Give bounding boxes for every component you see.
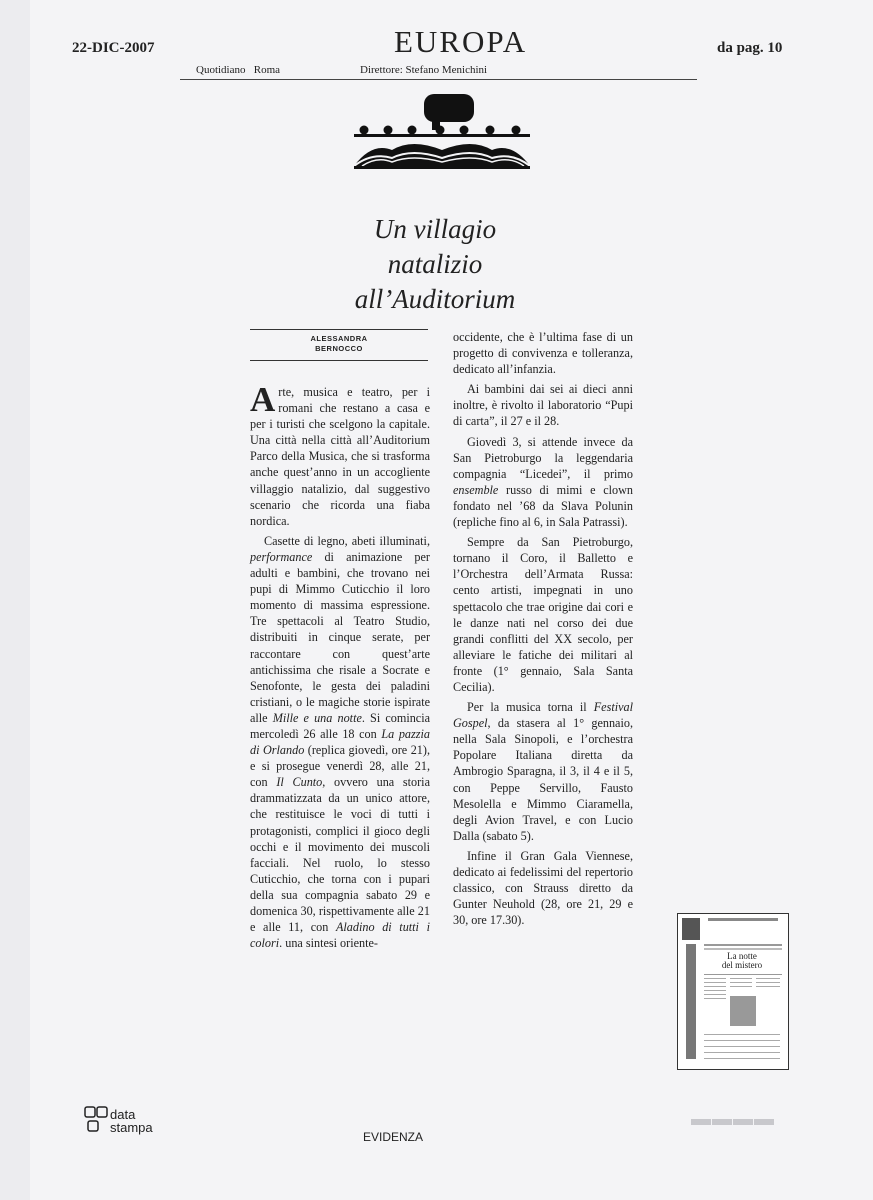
publication-type: Quotidiano bbox=[196, 64, 246, 76]
author-last-name: BERNOCCO bbox=[315, 344, 363, 353]
thumbnail-headline-line: del mistero bbox=[721, 960, 763, 970]
author-first-name: ALESSANDRA bbox=[310, 334, 368, 343]
page-reference: da pag. 10 bbox=[717, 40, 783, 56]
title-line: all’Auditorium bbox=[354, 284, 516, 314]
paragraph: Casette di legno, abeti illuminati, performance di animazione per adulti e bambini, che trovano nei pupi di Mimmo Cuticchio il loro momento di massima espressione. Tre spettacoli al Teatro Studio, distribuiti in cinque serate, per raccontare con quest’arte antichissima che risale a Socrate e Senofonte, le gesta dei paladini cristiani, o le magiche storie ispirate alle Mille e una notte. Si comincia mercoledì 26 alle 18 con La pazzia di Orlando (replica giovedì, ore 21), e si prosegue venerdì 28, alle 21, con Il Cunto, ovvero una storia drammatizzata da un unico attore, che restituisce le voci di tutti i protagonisti, complici il gioco degli occhi e il movimento dei muscoli facciali. Nel ruolo, lo stesso Cuticchio, che torna con i pupari della sua compagnia sabato 29 e domenica 30, rispettivamente alle 21 e alle 11, con Aladino di tutti i colori. una sintesi oriente- bbox=[250, 533, 430, 951]
faded-stamp-mark: ▬▬▬▬ bbox=[690, 1114, 774, 1136]
paragraph: Sempre da San Pietroburgo, tornano il Coro, il Balletto e l’Orchestra dell’Armata Russa: cento artisti, impegnati in uno spettacolo che trae origine dai cori e le danze nati nel corso dei due grandi conflitti del XX secolo, per alleviare le fatiche dei militari al fronte (1° gennaio, Sala Santa Cecilia). bbox=[453, 535, 633, 694]
paragraph: Ai bambini dai sei ai dieci anni inoltre, è rivolto il laboratorio “Pupi di carta”, il 27 e il 28. bbox=[453, 382, 633, 429]
director-name: Direttore: Stefano Menichini bbox=[360, 64, 488, 76]
datastampa-logo-icon bbox=[84, 1106, 110, 1136]
paragraph: Giovedì 3, si attende invece da San Pietroburgo la leggendaria compagnia “Licedei”, il primo ensemble russo di mimi e clown fondato nel ’68 da Slava Polunin (repliche fino al 6, in Sala Patrassi). bbox=[453, 434, 633, 530]
thumbnail-page-icon bbox=[678, 914, 788, 1069]
paragraph: Per la musica torna il Festival Gospel, da stasera al 1° gennaio, nella Sala Sinopoli, e l’orchestra Popolare Italiana diretta da Ambrogio Sparagna, il 3, il 4 e il 5, con Peppe Servillo, Fausto Mesolella e Mimmo Ciaramella, degli Avion Travel, e con Lucio Dalla (sabato 5). bbox=[453, 700, 633, 843]
thumbnail-headline-line: La notte bbox=[727, 951, 757, 961]
article-author bbox=[250, 334, 428, 354]
title-line: Un villagio bbox=[373, 214, 497, 244]
scan-margin bbox=[0, 0, 30, 1200]
paragraph-text: rte, musica e teatro, per i romani che restano a casa e per i turisti che scelgono la capitale. Una città nella città all’Auditorium Parco della Musica, che si trasforma anche quest’anno in un accogliente villaggio natalizio, dal suggestivo scenario che ricorda una fiaba nordica. bbox=[250, 385, 430, 528]
article-column-1 bbox=[250, 380, 430, 955]
header-divider bbox=[180, 79, 697, 80]
section-ornament-icon bbox=[352, 90, 532, 172]
publication-city: Roma bbox=[253, 64, 281, 76]
paragraph: Infine il Gran Gala Viennese, dedicato ai fedelissimi del repertorio classico, con Strauss diretto da Gunter Neuhold (28, ore 21, 29 e 30, ore 17.30). bbox=[453, 848, 633, 928]
logo-line: stampa bbox=[110, 1120, 153, 1135]
paragraph bbox=[250, 380, 430, 529]
author-rule-bottom bbox=[250, 360, 428, 361]
thumbnail-headline bbox=[714, 952, 770, 970]
paragraph: occidente, che è l’ultima fase di un progetto di convivenza e tolleranza, dedicato all’infanzia. bbox=[453, 330, 633, 377]
newspaper-name: EUROPA bbox=[394, 24, 528, 59]
publication-info bbox=[196, 64, 280, 76]
author-rule-top bbox=[250, 329, 428, 330]
footer-label: EVIDENZA bbox=[363, 1130, 424, 1144]
datastampa-logo-text bbox=[110, 1108, 153, 1134]
page-thumbnail bbox=[677, 913, 789, 1070]
logo-line: data bbox=[110, 1107, 136, 1122]
publication-date: 22-DIC-2007 bbox=[72, 40, 155, 56]
title-line: natalizio bbox=[387, 249, 483, 279]
article-title bbox=[300, 212, 570, 317]
drop-cap: A bbox=[250, 380, 276, 419]
article-column-2 bbox=[453, 329, 633, 932]
